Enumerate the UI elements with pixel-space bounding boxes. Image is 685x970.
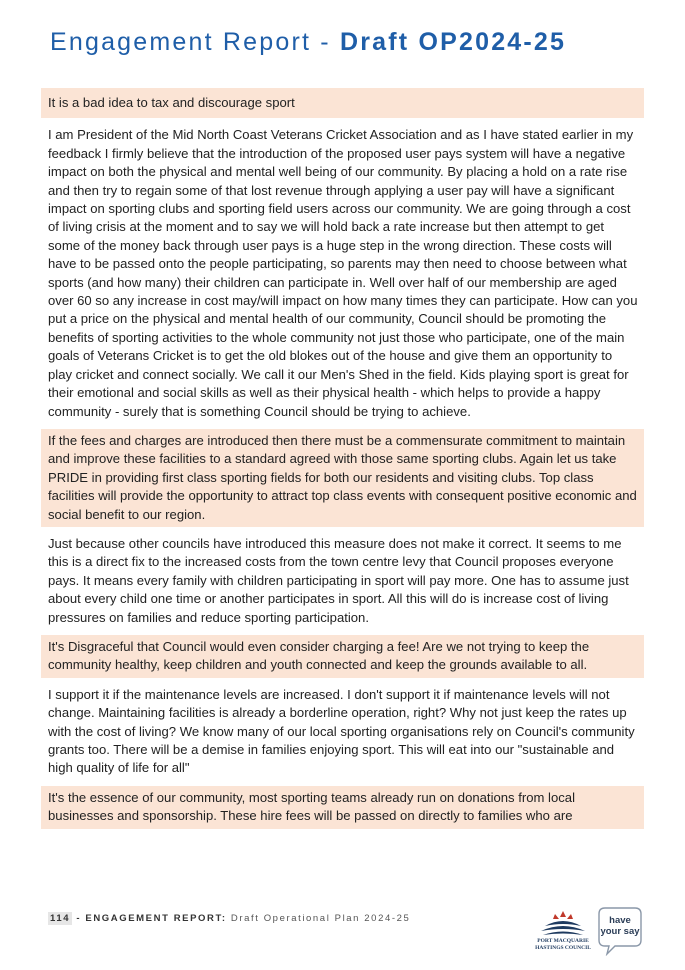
page-number: 114	[50, 913, 71, 924]
page-title	[50, 28, 566, 57]
comments-list	[41, 88, 644, 834]
comment-item: If the fees and charges are introduced then there must be a commensurate commitment to maintain and improve these facilities to a standard agreed with those same sporting clubs. Again let us take PRIDE in providing first class sporting fields for both our residents and visiting clubs. Top class facilities will provide the opportunity to attract top class events with consequent positive economic and social benefit to our region.	[41, 429, 644, 527]
have-your-say-logo	[597, 906, 643, 956]
comment-item: It is a bad idea to tax and discourage sport	[41, 88, 644, 118]
footer-subtitle: Draft Operational Plan 2024-25	[226, 913, 411, 924]
comment-item: Just because other councils have introduced this measure does not make it correct. It seems to me this is a direct fix to the increased costs from the town centre levy that Council proposes everyone pays. It means every family with children participating in sport will pay more. One has to assume just about every child one time or another participates in sport. All this will do is increase cost of living pressures on families and reduce sporting participation.	[48, 535, 629, 625]
page-footer	[48, 913, 410, 924]
comment-item: It's the essence of our community, most sporting teams already run on donations from local businesses and sponsorship. These hire fees will be passed on directly to families who are	[41, 786, 644, 829]
page-title-bold: Draft OP2024-25	[339, 28, 567, 56]
council-name: PORT MACQUARIE HASTINGS COUNCIL	[535, 938, 591, 951]
comment-item: I support it if the maintenance levels are increased. I don't support it if maintenance levels will not change. Maintaining facilities is already a borderline operation, right? Why not just keep the rates up with the cost of living? We know many of our local sporting organisations rely on Council's community grants too. There will be a demise in families enjoying sport. This will eat into our "sustainable and high quality of life for all"	[48, 686, 635, 776]
have-your-say-text: have your say	[600, 915, 640, 937]
comment-item: I am President of the Mid North Coast Veterans Cricket Association and as I have stated earlier in my feedback I firmly believe that the introduction of the proposed user pays system will have a negative impact on both the physical and mental well being of our community. By placing a hold on a rate rise and then try to regain some of that lost revenue through applying a user pay will have a significant impact on sporting clubs and sporting field users across our community. We are going through a cost of living crisis at the moment and to say we will hold back a rate increase but then attempt to get some of the money back through user pays is a huge step in the wrong direction. These costs will have to be passed onto the people participating, so parents may then need to choose between what sports (and how many) their children can participate in. Well over half of our membership are aged over 60 so any increase in cost may/will impact on how many times they can participate. How can you put a price on the physical and mental health of our community, Council should be promoting the benefits of sporting activities to the whole community not just those who participate, one of the main goals of Veterans Cricket is to get the old blokes out of the house and give them an opportunity to play cricket and connect socially. We call it our Men's Shed in the field. Kids playing sport is great for their emotional and social skills as well as their physical health - which helps to provide a happy community - surely that is something Council should be trying to achieve.	[48, 127, 638, 419]
comment-item: It's Disgraceful that Council would even consider charging a fee! Are we not trying to keep the community healthy, keep children and youth connected and keep the grounds available to all.	[41, 635, 644, 678]
footer-label: ENGAGEMENT REPORT:	[85, 913, 227, 924]
council-logo	[533, 908, 593, 958]
council-logo-icon	[533, 908, 593, 938]
footer-separator: -	[72, 913, 86, 924]
page-title-prefix: Engagement Report -	[50, 28, 340, 56]
